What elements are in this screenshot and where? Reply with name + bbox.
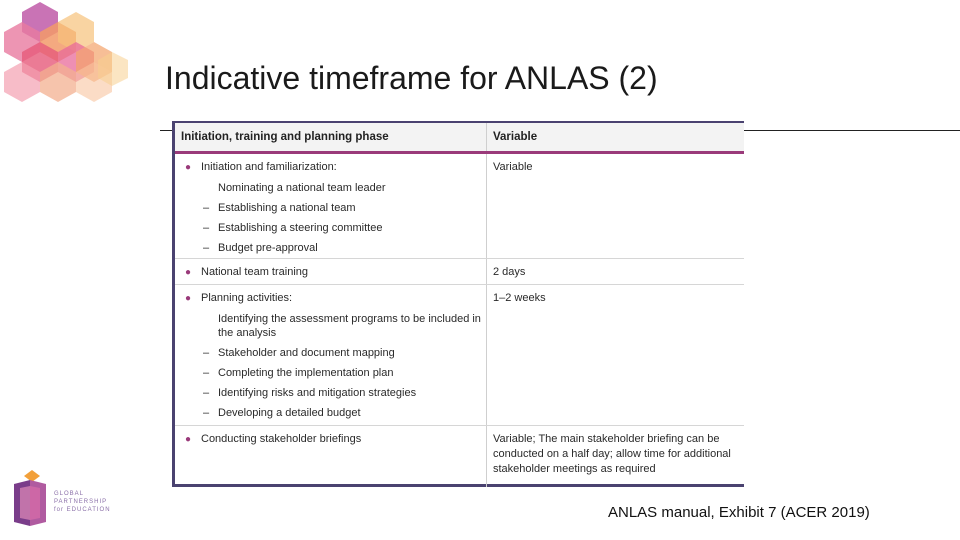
sub-list-item bbox=[181, 386, 482, 400]
dash-icon: – bbox=[203, 387, 210, 399]
sub-item-label: Nominating a national team leader bbox=[218, 182, 386, 194]
sub-list-item bbox=[181, 406, 482, 420]
gpe-logo-text bbox=[54, 490, 111, 514]
dash-icon: – bbox=[203, 347, 210, 359]
dash-icon: – bbox=[203, 222, 210, 234]
sub-list-item bbox=[181, 201, 482, 215]
source-citation: ANLAS manual, Exhibit 7 (ACER 2019) bbox=[608, 504, 870, 521]
bullet-icon: ● bbox=[185, 162, 192, 173]
sub-list-item bbox=[181, 312, 482, 340]
sub-item-label: Stakeholder and document mapping bbox=[218, 347, 395, 359]
table-row bbox=[175, 259, 744, 285]
logo-line: for EDUCATION bbox=[54, 507, 111, 513]
table-row bbox=[175, 426, 744, 487]
phase-cell bbox=[175, 426, 487, 487]
sub-list-item bbox=[181, 181, 482, 195]
item-label: National team training bbox=[201, 266, 309, 278]
sub-item-label: Identifying the assessment programs to be included in the analysis bbox=[218, 313, 481, 339]
phase-cell bbox=[175, 285, 487, 425]
table-row bbox=[175, 154, 744, 259]
sub-list-item bbox=[181, 241, 482, 255]
bullet-icon: ● bbox=[185, 293, 192, 304]
list-item bbox=[181, 432, 482, 447]
header-phase: Initiation, training and planning phase bbox=[175, 123, 487, 151]
phase-cell bbox=[175, 154, 487, 258]
sub-item-label: Establishing a national team bbox=[218, 202, 356, 214]
gpe-logo-icon bbox=[10, 466, 50, 530]
logo-line: PARTNERSHIP bbox=[54, 499, 108, 505]
table-header bbox=[175, 123, 744, 154]
sub-list-item bbox=[181, 346, 482, 360]
list-item bbox=[181, 265, 482, 280]
list-item bbox=[181, 160, 482, 175]
slide-title: Indicative timeframe for ANLAS (2) bbox=[165, 60, 658, 96]
item-label: Conducting stakeholder briefings bbox=[201, 433, 362, 445]
item-label: Initiation and familiarization: bbox=[201, 161, 337, 173]
sub-item-label: Establishing a steering committee bbox=[218, 222, 383, 234]
timeframe-table bbox=[172, 121, 744, 487]
phase-cell bbox=[175, 259, 487, 284]
dash-icon: – bbox=[203, 407, 210, 419]
dash-icon: – bbox=[203, 242, 210, 254]
list-item bbox=[181, 291, 482, 306]
sub-item-label: Budget pre-approval bbox=[218, 242, 318, 254]
time-cell: Variable bbox=[493, 161, 533, 173]
sub-item-label: Developing a detailed budget bbox=[218, 407, 361, 419]
time-cell: Variable; The main stakeholder briefing can be conducted on a half day; allow time for additional stakeholder meetings as required bbox=[493, 433, 731, 475]
sub-item-label: Identifying risks and mitigation strategies bbox=[218, 387, 417, 399]
bullet-icon: ● bbox=[185, 434, 192, 445]
item-label: Planning activities: bbox=[201, 292, 293, 304]
time-cell: 1–2 weeks bbox=[493, 292, 546, 304]
bullet-icon: ● bbox=[185, 267, 192, 278]
header-time: Variable bbox=[493, 131, 538, 143]
dash-icon: – bbox=[203, 202, 210, 214]
logo-line: GLOBAL bbox=[54, 491, 85, 497]
sub-list-item bbox=[181, 221, 482, 235]
dash-icon: – bbox=[203, 367, 210, 379]
decorative-hexagon-cluster bbox=[0, 0, 130, 110]
sub-item-label: Completing the implementation plan bbox=[218, 367, 394, 379]
sub-list-item bbox=[181, 366, 482, 380]
table-row bbox=[175, 285, 744, 426]
time-cell: 2 days bbox=[493, 266, 526, 278]
